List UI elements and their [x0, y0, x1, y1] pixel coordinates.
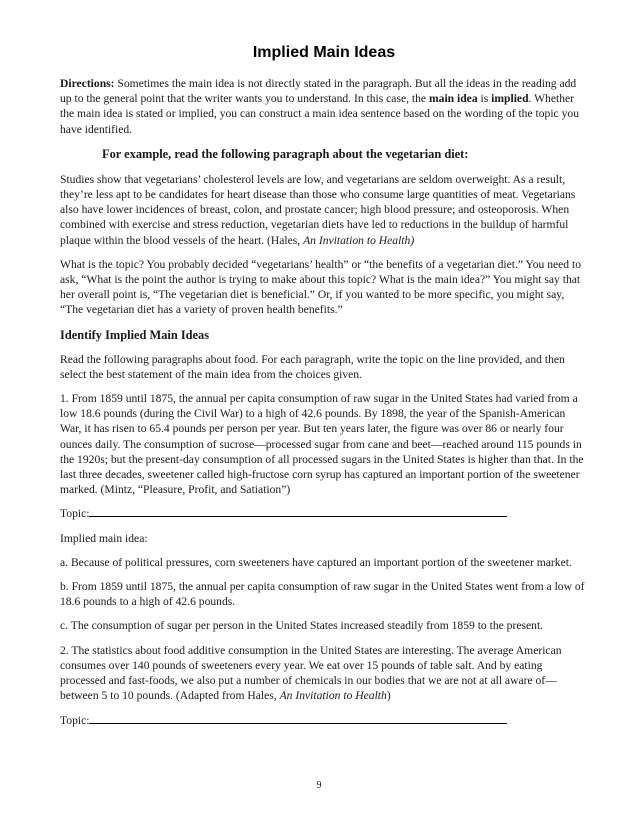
topic-line-1[interactable]: [89, 506, 507, 517]
example-paragraph: Studies show that vegetarians’ cholesterol levels are low, and vegetarians are seldom overweight. As a result, they’re less apt to be candidates for heart disease than those who consume large quantities of meat. Vegetarians also have lower incidences of breast, colon, and prostate cancer; high blood pressure; and osteoporosis. When combined with exercise and stress reduction, vegetarian diets have led to reductions in the buildup of harmful plaque within the blood vessels of the heart. (Hales, An Invitation to Health): [60, 172, 576, 247]
explanation-paragraph: What is the topic? You probably decided “vegetarians’ health” or “the benefits of a vegetarian diet.” You need to ask, “What is the point the author is trying to make about this topic? What is the main idea?” You might say that her overall point is, “The vegetarian diet is beneficial.” Or, if you wanted to be more specific, you might say, “The vegetarian diet has a variety of proven health benefits.”: [60, 257, 582, 317]
directions-paragraph: Directions: Sometimes the main idea is not directly stated in the paragraph. But all the ideas in the reading add up to the general point that the writer wants you to understand. In this case, the main idea is implied. Whether the main idea is stated or implied, you can construct a main idea sentence based on the wording of the topic you have identified.: [60, 77, 579, 136]
item-1-choice-c: c. The consumption of sugar per person in the United States increased steadily from 1859 to the present.: [60, 619, 544, 633]
item-2-topic: Topic:: [60, 713, 588, 728]
item-2-source: An Invitation to Health: [279, 689, 387, 703]
instructions-paragraph: Read the following paragraphs about food. For each paragraph, write the topic on the line provided, and then select the best statement of the main idea from the choices given.: [60, 352, 565, 381]
item-1-choice-a: a. Because of political pressures, corn sweeteners have captured an important portion of the sweetener market.: [60, 555, 572, 569]
item-1-choice-b: b. From 1859 until 1875, the annual per capita consumption of raw sugar in the United States went from a low of 18.6 pounds to a high of 42.6 pounds.: [60, 580, 585, 609]
item-1-topic: Topic:: [60, 506, 588, 521]
item-1-paragraph: 1. From 1859 until 1875, the annual per capita consumption of raw sugar in the United States had varied from a low 18.6 pounds (during the Civil War) to a high of 42.6 pounds. By 1898, the year of the Spanish-American War, it has risen to 65.4 pounds per person per year. But ten years later, the figure was over 86 or nearly four ounces daily. The consumption of sucrose—processed sugar from cane and beet—reached around 115 pounds in the 1920s; but the present-day consumption of all processed sugars in the United States is higher than that. In the last three decades, sweetener called high-fructose corn syrup has captured an important portion of the sweetener marked. (Mintz, “Pleasure, Profit, and Satiation”): [60, 392, 584, 497]
page-number: 9: [316, 780, 322, 791]
example-source: An Invitation to Health): [303, 233, 415, 247]
item-1-implied-label: Implied main idea:: [60, 531, 148, 545]
section-heading: Identify Implied Main Ideas: [60, 327, 210, 342]
example-heading: For example, read the following paragraph about the vegetarian diet:: [102, 146, 469, 161]
page-title: Implied Main Ideas: [252, 44, 396, 61]
item-2-paragraph: 2. The statistics about food additive consumption in the United States are interesting. The average American consumes over 140 pounds of sweeteners every year. We eat over 15 pounds of table salt. And by eating processed and fast-foods, we also put a number of chemicals in our bodies that we are not at all aware of—between 5 to 10 pounds. (Adapted from Hales, An Invitation to Health): [60, 643, 562, 703]
directions-label: Directions:: [60, 77, 115, 90]
topic-line-2[interactable]: [89, 713, 507, 724]
